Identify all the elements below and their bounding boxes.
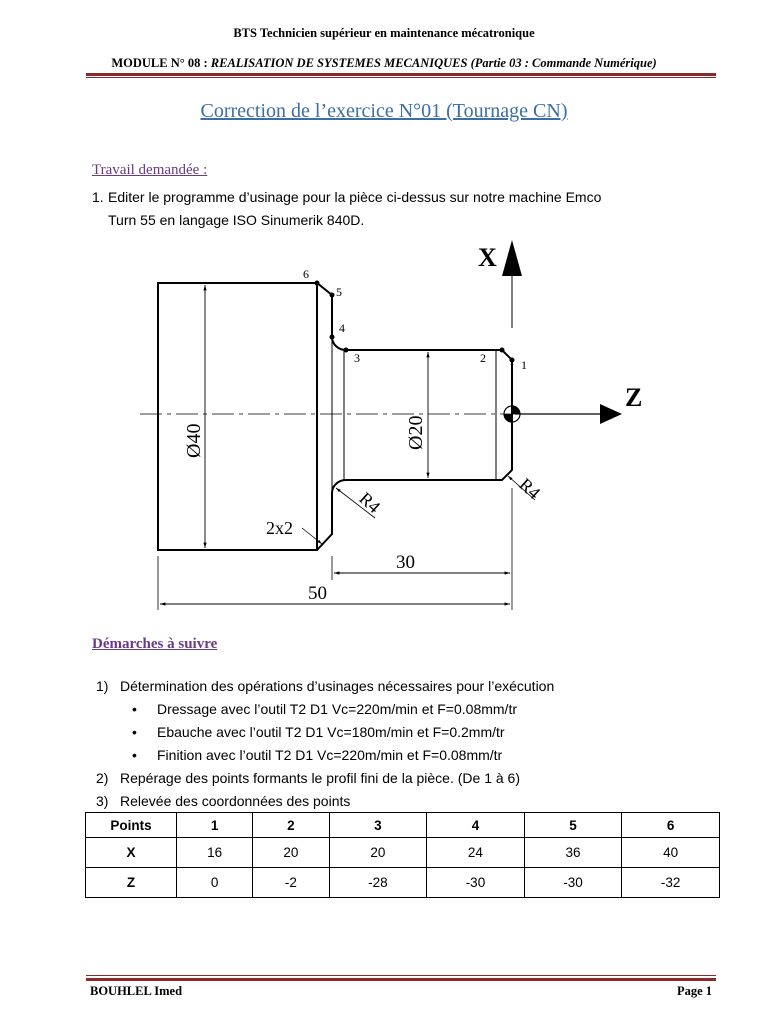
list-item xyxy=(96,768,554,791)
table-header-cell: 3 xyxy=(329,813,427,838)
point-label-4: 4 xyxy=(339,321,345,335)
table-header-cell: 5 xyxy=(524,813,622,838)
list-item-number: 2) xyxy=(96,770,109,786)
dim-r4-left-text: R4 xyxy=(355,488,385,518)
point-marker-2 xyxy=(500,348,505,353)
list-item-text: Repérage des points formants le profil fini de la pièce. (De 1 à 6) xyxy=(120,770,520,786)
sub-list-item xyxy=(96,699,554,722)
list-item-text: Relevée des coordonnées des points xyxy=(120,793,351,809)
table-header-cell: 4 xyxy=(427,813,525,838)
list-item xyxy=(96,676,554,699)
list-item-number: 3) xyxy=(96,793,109,809)
coordinates-table xyxy=(85,812,720,898)
travail-heading: Travail demandée : xyxy=(92,162,208,178)
dim-chamfer-leader xyxy=(302,528,322,544)
sub-list-item xyxy=(96,745,554,768)
table-row-label: X xyxy=(86,838,177,868)
sub-list-item xyxy=(96,722,554,745)
table-cell: 20 xyxy=(329,838,427,868)
travail-line1: Editer le programme d’usinage pour la pièce ci-dessus sur notre machine Emco xyxy=(108,189,602,205)
header-rule-thin xyxy=(86,77,716,78)
table-header-cell: 6 xyxy=(622,813,720,838)
table-cell: 0 xyxy=(177,868,253,898)
demarches-heading: Démarches à suivre xyxy=(92,636,218,652)
table-cell: -32 xyxy=(622,868,720,898)
dim-d40-text: Ø40 xyxy=(183,423,205,458)
travail-item-number: 1. xyxy=(92,189,104,205)
table-cell: 16 xyxy=(177,838,253,868)
dim-50-text: 50 xyxy=(308,583,327,604)
table-header-cell: Points xyxy=(86,813,177,838)
table-row-label: Z xyxy=(86,868,177,898)
point-label-1: 1 xyxy=(521,358,527,372)
table-cell: -30 xyxy=(427,868,525,898)
list-item-text: Détermination des opérations d’usinages nécessaires pour l’exécution xyxy=(120,678,555,694)
point-marker-6 xyxy=(315,281,320,286)
table-cell: 40 xyxy=(622,838,720,868)
sub-list-item-text: Finition avec l’outil T2 D1 Vc=220m/min et F=0.08mm/tr xyxy=(157,747,503,763)
point-marker-5 xyxy=(330,293,335,298)
table-cell: -2 xyxy=(253,868,329,898)
bullet-icon: • xyxy=(132,701,137,717)
list-item-number: 1) xyxy=(96,678,109,694)
table-header-cell: 2 xyxy=(253,813,329,838)
sub-list-item-text: Ebauche avec l’outil T2 D1 Vc=180m/min et F=0.2mm/tr xyxy=(157,724,505,740)
point-label-2: 2 xyxy=(480,351,486,365)
list-item xyxy=(96,791,554,814)
point-marker-4 xyxy=(330,335,335,340)
travail-paragraph xyxy=(92,186,714,232)
table-cell: -30 xyxy=(524,868,622,898)
x-axis-arrow xyxy=(502,240,522,276)
point-label-3: 3 xyxy=(354,351,360,365)
footer-rule xyxy=(86,978,716,981)
header-module xyxy=(0,56,768,71)
point-marker-3 xyxy=(344,348,349,353)
table-cell: 20 xyxy=(253,838,329,868)
point-label-5: 5 xyxy=(336,285,342,299)
table-cell: 24 xyxy=(427,838,525,868)
z-axis-arrow xyxy=(600,404,622,424)
header-rule xyxy=(86,73,716,76)
dim-d20-text: Ø20 xyxy=(405,415,427,450)
dim-chamfer-text: 2x2 xyxy=(266,518,293,538)
table-row xyxy=(86,868,720,898)
bullet-icon: • xyxy=(132,724,137,740)
sub-list-item-text: Dressage avec l’outil T2 D1 Vc=220m/min et F=0.08mm/tr xyxy=(157,701,518,717)
point-marker-1 xyxy=(510,358,515,363)
table-cell: 36 xyxy=(524,838,622,868)
dim-r4-right-text: R4 xyxy=(515,474,545,504)
footer-page-number: Page 1 xyxy=(676,984,712,998)
bullet-icon: • xyxy=(132,747,137,763)
z-axis-label: Z xyxy=(625,383,643,412)
header-module-title: REALISATION DE SYSTEMES MECANIQUES (Partie 03 : Commande Numérique) xyxy=(210,56,657,70)
dim-30-text: 30 xyxy=(396,552,415,573)
header-school: BTS Technicien supérieur en maintenance mécatronique xyxy=(233,26,535,40)
part-profile xyxy=(158,283,512,550)
part-drawing xyxy=(130,238,670,618)
header-module-label: MODULE N° 08 : xyxy=(111,56,211,70)
travail-line2: Turn 55 en langage ISO Sinumerik 840D. xyxy=(108,212,365,228)
point-label-6: 6 xyxy=(303,267,309,281)
page-title: Correction de l’exercice N°01 (Tournage CN) xyxy=(200,100,568,122)
x-axis-label: X xyxy=(478,243,497,272)
table-header-cell: 1 xyxy=(177,813,253,838)
table-cell: -28 xyxy=(329,868,427,898)
table-header-row xyxy=(86,813,720,838)
table-row xyxy=(86,838,720,868)
demarches-list xyxy=(96,676,554,814)
footer-rule-thin xyxy=(86,975,716,976)
footer-author: BOUHLEL Imed xyxy=(90,984,183,998)
